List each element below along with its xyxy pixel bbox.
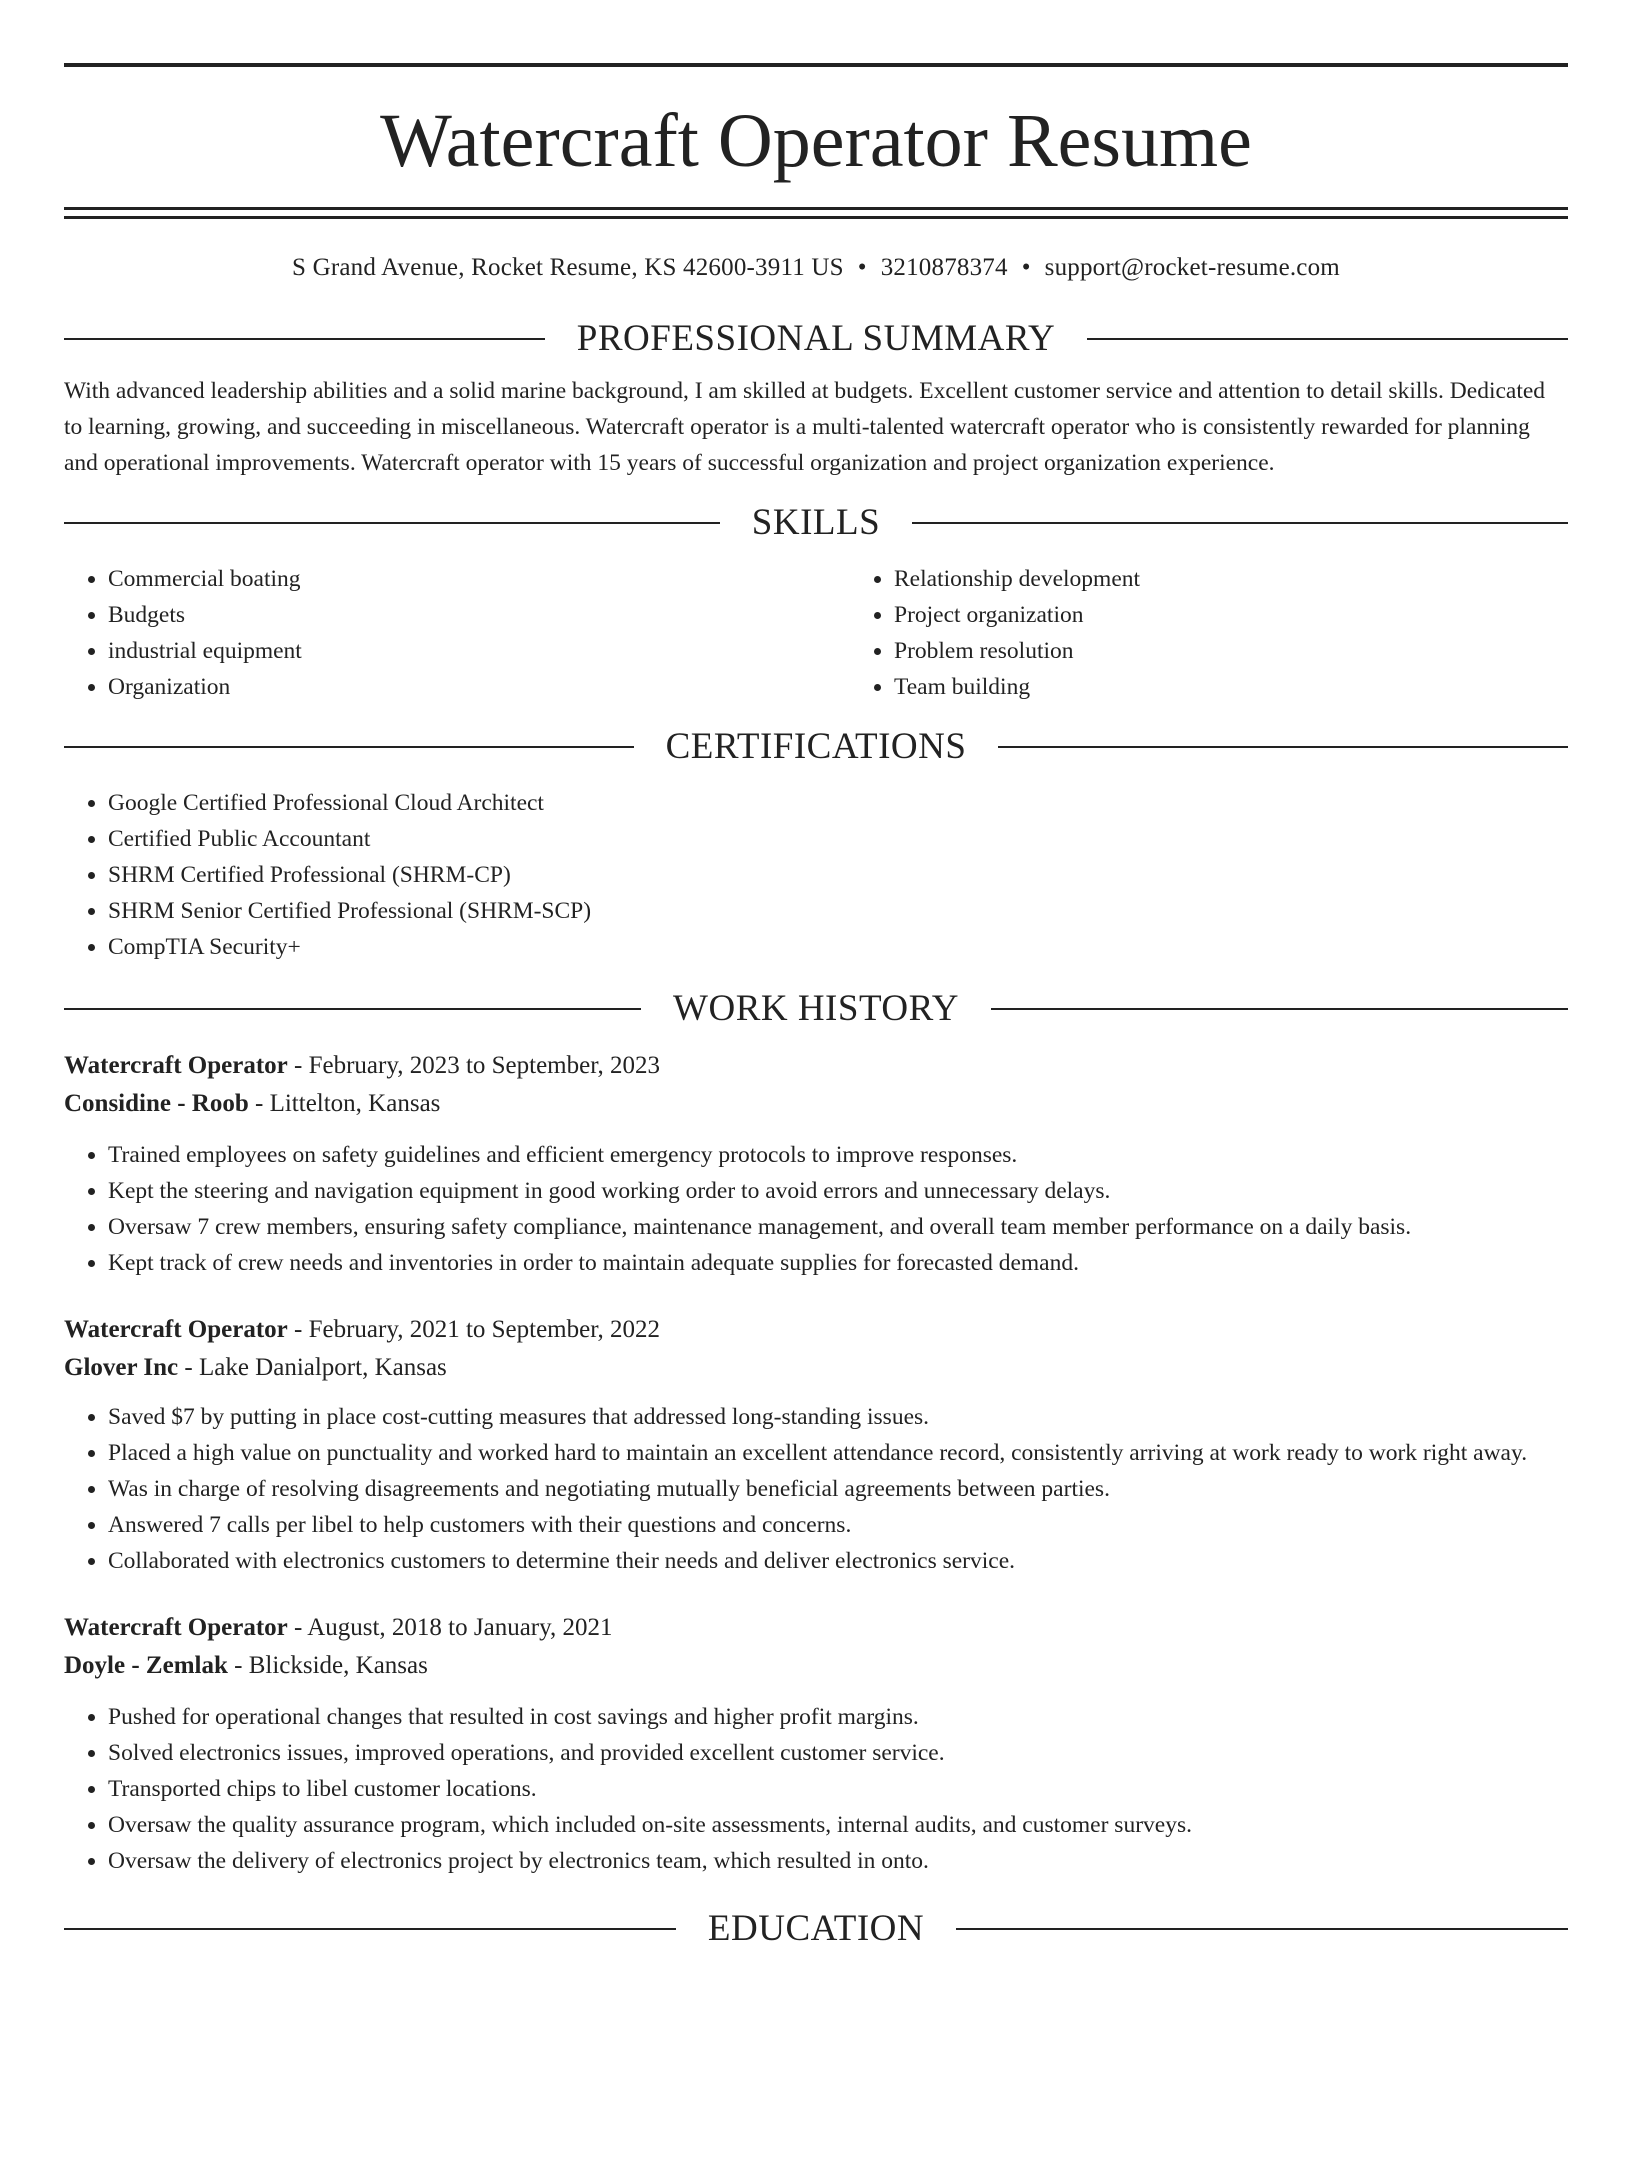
- job-entry: [64, 1311, 1568, 1579]
- resume-page: [0, 63, 1632, 2175]
- heading-rule: [1087, 338, 1568, 340]
- job-bullet: • Oversaw the quality assurance program, which included on-site assessments, internal audits, and customer surveys.: [108, 1807, 1568, 1843]
- job-bullet: • Answered 7 calls per libel to help customers with their questions and concerns.: [108, 1507, 1568, 1543]
- certification-item: • CompTIA Security+: [108, 929, 1568, 965]
- skill-item: • Relationship development: [894, 561, 1140, 597]
- education-heading-label: EDUCATION: [707, 1908, 925, 1949]
- job-location: - Littelton, Kansas: [248, 1090, 441, 1117]
- heading-rule: [64, 746, 634, 748]
- job-bullets: [64, 1699, 1568, 1879]
- job-bullet: • Solved electronics issues, improved operations, and provided excellent customer service.: [108, 1735, 1568, 1771]
- heading-rule: [998, 746, 1568, 748]
- contact-separator: •: [1021, 254, 1031, 281]
- heading-rule: [64, 1928, 676, 1930]
- job-dates: - February, 2021 to September, 2022: [287, 1316, 661, 1343]
- heading-rule: [991, 1008, 1568, 1010]
- certifications-heading: [64, 727, 1568, 767]
- certification-item: • SHRM Certified Professional (SHRM-CP): [108, 857, 1568, 893]
- skill-item: • Budgets: [108, 597, 850, 633]
- skills-heading-label: SKILLS: [751, 502, 881, 543]
- heading-rule: [956, 1928, 1568, 1930]
- skills-heading: [64, 503, 1568, 543]
- skill-item: • Team building: [894, 669, 1140, 705]
- job-bullet: • Saved $7 by putting in place cost-cutting measures that addressed long-standing issues.: [108, 1399, 1568, 1435]
- certification-item: • SHRM Senior Certified Professional (SHRM-SCP): [108, 893, 1568, 929]
- job-entry: [64, 1609, 1568, 1879]
- skills-grid: [64, 561, 1568, 705]
- job-bullet: • Oversaw the delivery of electronics project by electronics team, which resulted in onto.: [108, 1843, 1568, 1879]
- skill-item: • Problem resolution: [894, 633, 1140, 669]
- skills-list-left: [64, 561, 850, 705]
- job-company: Considine - Roob: [64, 1090, 249, 1117]
- contact-phone: 3210878374: [880, 254, 1008, 281]
- contact-separator: •: [857, 254, 867, 281]
- contact-email: support@rocket-resume.com: [1044, 254, 1340, 281]
- page-title: Watercraft Operator Resume: [380, 99, 1252, 183]
- work-heading: [64, 989, 1568, 1029]
- job-bullets: [64, 1137, 1568, 1281]
- summary-heading: [64, 319, 1568, 359]
- skill-item: • industrial equipment: [108, 633, 850, 669]
- title-double-rule: [64, 207, 1568, 219]
- job-bullet: • Kept the steering and navigation equipment in good working order to avoid errors and unnecessary delays.: [108, 1173, 1568, 1209]
- heading-rule: [64, 522, 720, 524]
- job-bullet: • Pushed for operational changes that resulted in cost savings and higher profit margins.: [108, 1699, 1568, 1735]
- job-bullet: • Placed a high value on punctuality and worked hard to maintain an excellent attendance record, consistently arriving at work ready to work right away.: [108, 1435, 1568, 1471]
- job-bullet: • Trained employees on safety guidelines and efficient emergency protocols to improve responses.: [108, 1137, 1568, 1173]
- job-title: Watercraft Operator: [64, 1316, 288, 1343]
- job-company-line: [64, 1647, 1568, 1685]
- skills-list-right: [850, 561, 1140, 705]
- certification-item: • Google Certified Professional Cloud Architect: [108, 785, 1568, 821]
- contact-line: [64, 253, 1568, 283]
- job-title-line: [64, 1047, 1568, 1085]
- summary-heading-label: PROFESSIONAL SUMMARY: [576, 318, 1056, 359]
- certifications-list: [64, 785, 1568, 965]
- education-heading: [64, 1909, 1568, 1949]
- job-bullets: [64, 1399, 1568, 1579]
- job-title: Watercraft Operator: [64, 1052, 288, 1079]
- job-company: Doyle - Zemlak: [64, 1652, 228, 1679]
- job-bullet: • Kept track of crew needs and inventories in order to maintain adequate supplies for forecasted demand.: [108, 1245, 1568, 1281]
- contact-address: S Grand Avenue, Rocket Resume, KS 42600-3911 US: [292, 254, 844, 281]
- skill-item: • Commercial boating: [108, 561, 850, 597]
- job-title: Watercraft Operator: [64, 1614, 288, 1641]
- certification-item: • Certified Public Accountant: [108, 821, 1568, 857]
- job-dates: - February, 2023 to September, 2023: [287, 1052, 661, 1079]
- job-bullet: • Collaborated with electronics customers to determine their needs and deliver electronics service.: [108, 1543, 1568, 1579]
- job-bullet: • Transported chips to libel customer locations.: [108, 1771, 1568, 1807]
- job-company-line: [64, 1085, 1568, 1123]
- job-bullet: • Oversaw 7 crew members, ensuring safety compliance, maintenance management, and overall team member performance on a daily basis.: [108, 1209, 1568, 1245]
- work-heading-label: WORK HISTORY: [673, 988, 959, 1029]
- job-entry: [64, 1047, 1568, 1281]
- job-title-line: [64, 1609, 1568, 1647]
- heading-rule: [64, 338, 545, 340]
- job-location: - Blickside, Kansas: [227, 1652, 428, 1679]
- heading-rule: [64, 1008, 641, 1010]
- job-company-line: [64, 1349, 1568, 1387]
- job-dates: - August, 2018 to January, 2021: [287, 1614, 613, 1641]
- job-title-line: [64, 1311, 1568, 1349]
- job-bullet: • Was in charge of resolving disagreements and negotiating mutually beneficial agreements between parties.: [108, 1471, 1568, 1507]
- job-location: - Lake Danialport, Kansas: [178, 1354, 447, 1381]
- heading-rule: [912, 522, 1568, 524]
- job-company: Glover Inc: [64, 1354, 179, 1381]
- certifications-heading-label: CERTIFICATIONS: [665, 726, 967, 767]
- skill-item: • Project organization: [894, 597, 1140, 633]
- summary-text: With advanced leadership abilities and a solid marine background, I am skilled at budgets. Excellent customer service and attention to detail skills. Dedicated to learning, growing, and succeeding in miscellaneous. Watercraft operator is a multi-talented watercraft operator who is consistently rewarded for planning and operational improvements. Watercraft operator with 15 years of successful organization and project organization experience.: [64, 378, 1546, 476]
- skill-item: • Organization: [108, 669, 850, 705]
